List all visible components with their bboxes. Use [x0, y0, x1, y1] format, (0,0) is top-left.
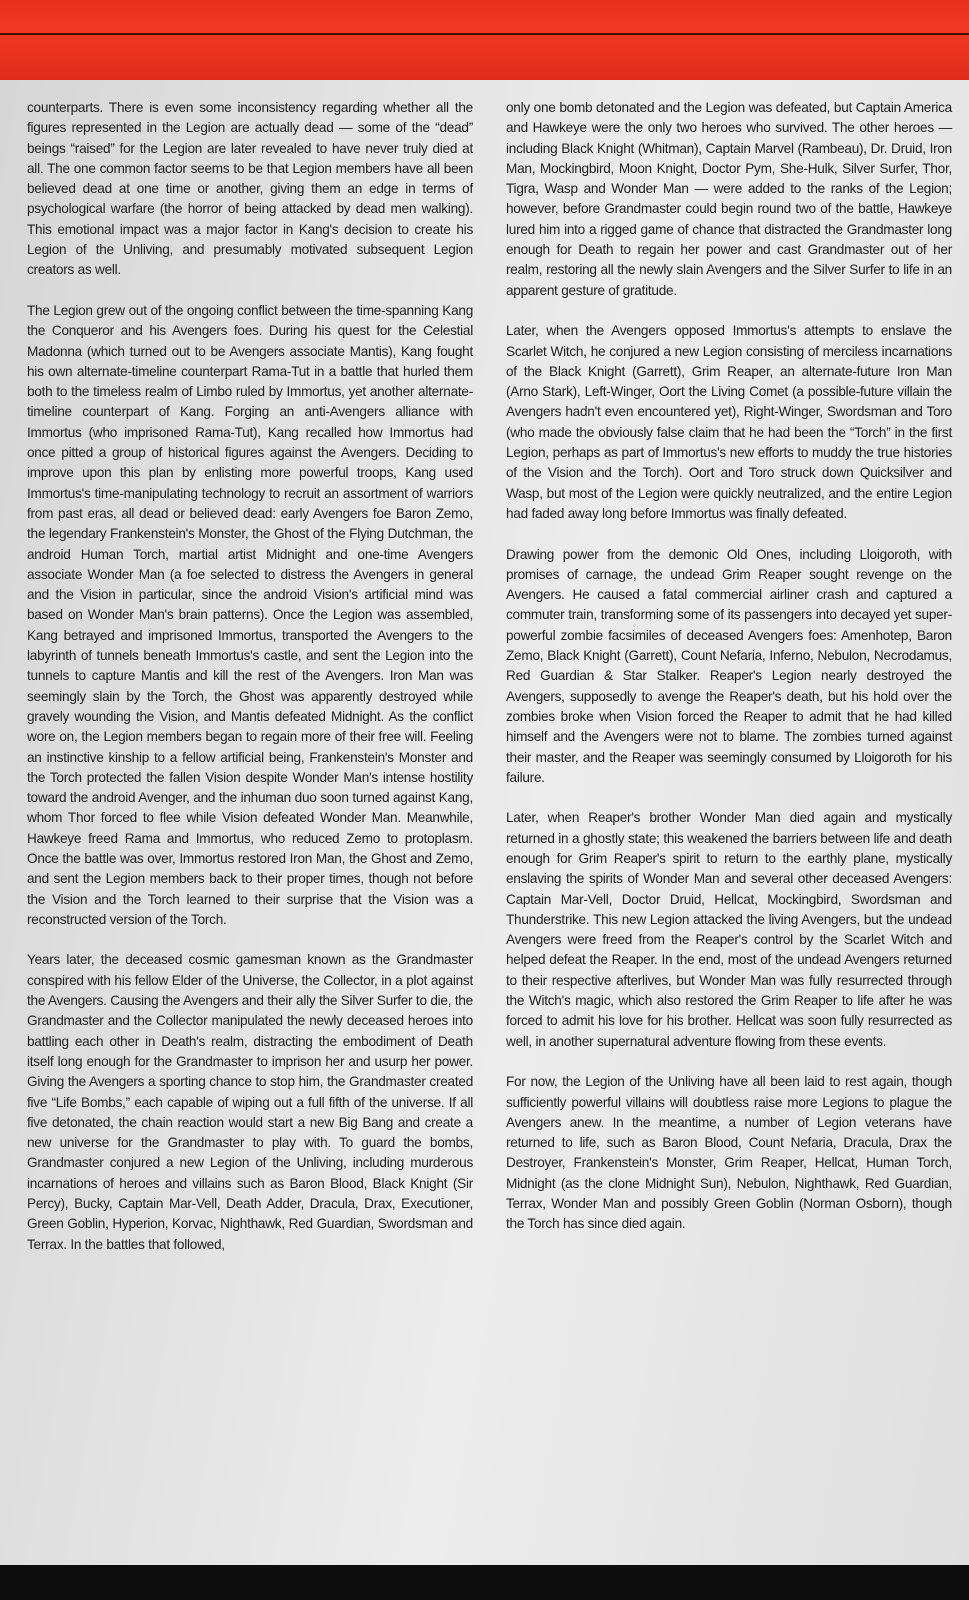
paragraph: counterparts. There is even some inconsistency regarding whether all the figures represented in the Legion are actually dead — some of the “dead” beings “raised” for the Legion are later revealed to have never truly died at all. The one common factor seems to be that Legion members have all been believed dead at one time or another, giving them an edge in terms of psychological warfare (the horror of being attacked by dead men walking). This emotional impact was a major factor in Kang's decision to create his Legion of the Unliving, and presumably motivated subsequent Legion creators as well. [27, 100, 473, 278]
paragraph: Later, when Reaper's brother Wonder Man died again and mystically returned in a ghostly state; this weakened the barriers between life and death enough for Grim Reaper's spirit to return to the earthly plane, mystically enslaving the spirits of Wonder Man and several other deceased Avengers: Captain Mar-Vell, Doctor Druid, Hellcat, Mockingbird, Swordsman and Thunderstrike. This new Legion attacked the living Avengers, but the undead Avengers were freed from the Reaper's control by the Scarlet Witch and helped defeat the Reaper. In the end, most of the undead Avengers returned to their respective afterlives, but Wonder Man was fully resurrected through the Witch's magic, which also restored the Grim Reaper to life after he was forced to admit his love for his brother. Hellcat was soon fully resurrected as well, in another supernatural adventure flowing from these events. [506, 810, 952, 1049]
paragraph: Later, when the Avengers opposed Immortus's attempts to enslave the Scarlet Witch, he conjured a new Legion consisting of merciless incarnations of the Black Knight (Garrett), Grim Reaper, an alternate-future Iron Man (Arno Stark), Left-Winger, Oort the Living Comet (a possible-future villain the Avengers hadn't even encountered yet), Right-Winger, Swordsman and Toro (who made the obviously false claim that he had been the “Torch” in the first Legion, perhaps as part of Immortus's new efforts to muddy the true histories of the Vision and the Torch). Oort and Toro struck down Quicksilver and Wasp, but most of the Legion were quickly neutralized, and the entire Legion had faded away long before Immortus was finally defeated. [506, 323, 952, 521]
paragraph: Years later, the deceased cosmic gamesman known as the Grandmaster conspired with his fellow Elder of the Universe, the Collector, in a plot against the Avengers. Causing the Avengers and their ally the Silver Surfer to die, the Grandmaster and the Collector manipulated the newly deceased heroes into battling each other in Death's realm, distracting the embodiment of Death itself long enough for the Grandmaster to imprison her and usurp her power. Giving the Avengers a sporting chance to stop him, the Grandmaster created five “Life Bombs,” each capable of wiping out a full fifth of the universe. If all five detonated, the chain reaction would start a new Big Bang and create a new universe for the Grandmaster to play with. To guard the bombs, Grandmaster conjured a new Legion of the Unliving, including murderous incarnations of heroes and villains such as Baron Blood, Black Knight (Sir Percy), Bucky, Captain Mar-Vell, Death Adder, Dracula, Drax, Executioner, Green Goblin, Hyperion, Korvac, Nighthawk, Red Guardian, Swordsman and Terrax. In the battles that followed, [27, 952, 473, 1252]
paragraph: The Legion grew out of the ongoing conflict between the time-spanning Kang the Conqueror and his Avengers foes. During his quest for the Celestial Madonna (which turned out to be Avengers associate Mantis), Kang fought his own alternate-timeline counterpart Rama-Tut in a battle that hurled them both to the timeless realm of Limbo ruled by Immortus, yet another alternate-timeline counterpart of Kang. Forging an anti-Avengers alliance with Immortus (who imprisoned Rama-Tut), Kang recalled how Immortus had once pitted a group of historical figures against the Avengers. Deciding to improve upon this plan by enlisting more powerful troops, Kang used Immortus's time-manipulating technology to recruit an assortment of warriors from past eras, all dead or believed dead: early Avengers foe Baron Zemo, the legendary Frankenstein's Monster, the Ghost of the Flying Dutchman, the android Human Torch, martial artist Midnight and one-time Avengers associate Wonder Man (a foe selected to distress the Avengers in general and the Vision in particular, since the android Vision's artificial mind was based on Wonder Man's brain patterns). Once the Legion was assembled, Kang betrayed and imprisoned Immortus, transported the Avengers to the labyrinth of tunnels beneath Immortus's castle, and sent the Legion into the tunnels to capture Mantis and kill the rest of the Avengers. Iron Man was seemingly slain by the Torch, the Ghost was apparently destroyed while gravely wounding the Vision, and Mantis defeated Midnight. As the conflict wore on, the Legion members began to regain more of their free will. Feeling an instinctive kinship to a fellow artificial being, Frankenstein's Monster and the Torch protected the fallen Vision despite Wonder Man's intense hostility toward the android Avenger, and the inhuman duo soon turned against Kang, whom Thor forced to flee while Vision defeated Wonder Man. Meanwhile, Hawkeye freed Rama and Immortus, who reduced Zemo to protoplasm. Once the battle was over, Immortus restored Iron Man, the Ghost and Zemo, and sent the Legion members back to their proper times, though not before the Vision and the Torch learned to their surprise that the Vision was a reconstructed version of the Torch. [27, 302, 473, 927]
paragraph: For now, the Legion of the Unliving have all been laid to rest again, though sufficiently powerful villains will doubtless raise more Legions to plague the Avengers anew. In the meantime, a number of Legion veterans have returned to life, such as Baron Blood, Count Nefaria, Dracula, Drax the Destroyer, Frankenstein's Monster, Grim Reaper, Hellcat, Human Torch, Midnight (as the clone Midnight Sun), Nebulon, Nighthawk, Red Guardian, Terrax, Wonder Man and possibly Green Goblin (Norman Osborn), though the Torch has since died again. [506, 1074, 952, 1232]
footer-band [0, 1565, 969, 1600]
header-band [0, 0, 969, 80]
paragraph: only one bomb detonated and the Legion was defeated, but Captain America and Hawkeye were the only two heroes who survived. The other heroes — including Black Knight (Whitman), Captain Marvel (Rambeau), Dr. Druid, Iron Man, Mockingbird, Moon Knight, Doctor Pym, She-Hulk, Silver Surfer, Thor, Tigra, Wasp and Wonder Man — were added to the ranks of the Legion; however, before Grandmaster could begin round two of the battle, Hawkeye lured him into a rigged game of chance that distracted the Grandmaster long enough for Death to regain her power and cast Grandmaster out of her realm, restoring all the newly slain Avengers and the Silver Surfer to life in an apparent gesture of gratitude. [506, 100, 952, 298]
left-column [27, 98, 473, 1275]
right-column [506, 98, 952, 1255]
header-rule [0, 33, 969, 35]
paragraph: Drawing power from the demonic Old Ones, including Lloigoroth, with promises of carnage, the undead Grim Reaper sought revenge on the Avengers. He caused a fatal commercial airliner crash and captured a commuter train, transforming some of its passengers into decayed yet super-powerful zombie facsimiles of deceased Avengers foes: Amenhotep, Baron Zemo, Black Knight (Garrett), Count Nefaria, Inferno, Nebulon, Necrodamus, Red Guardian & Star Stalker. Reaper's Legion nearly destroyed the Avengers, supposedly to avenge the Reaper's death, but his hold over the zombies broke when Vision forced the Reaper to admit that he had killed himself and the Avengers were not to blame. The zombies turned against their master, and the Reaper was seemingly consumed by Lloigoroth for his failure. [506, 546, 952, 785]
